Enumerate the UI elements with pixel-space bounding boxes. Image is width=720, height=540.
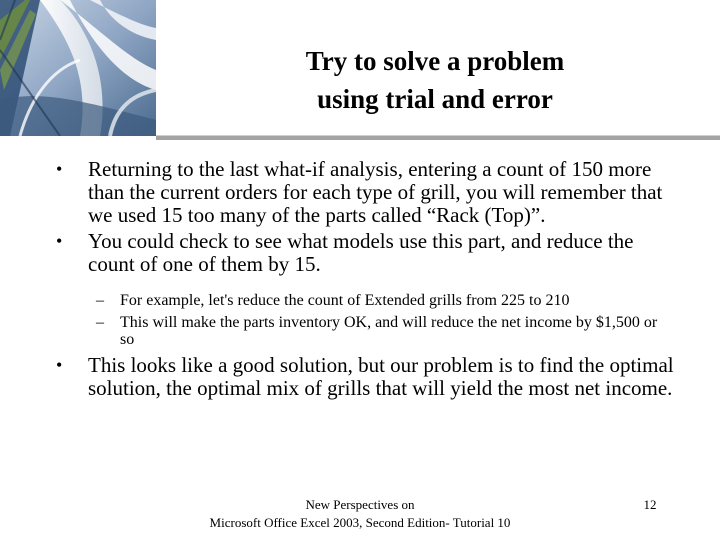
bullet-text: This looks like a good solution, but our problem is to find the optimal solution, the optimal mix of grills that will yield the most net income.	[88, 353, 674, 400]
sub-bullet-marker: –	[96, 292, 104, 309]
sub-bullet-item	[96, 292, 675, 309]
sub-bullet-marker: –	[96, 314, 104, 331]
bullet-item	[56, 230, 648, 276]
footer-line-2: Microsoft Office Excel 2003, Second Edition- Tutorial 10	[209, 515, 511, 530]
page-number: 12	[643, 497, 657, 512]
bullet-text: You could check to see what models use this part, and reduce the count of one of them by 15.	[88, 229, 634, 276]
footer-line-1: New Perspectives on	[305, 497, 415, 512]
architecture-photo	[0, 0, 156, 136]
bullet-marker: •	[56, 159, 63, 179]
sub-bullet-text: For example, let's reduce the count of Extended grills from 225 to 210	[120, 292, 570, 309]
slide-footer	[180, 496, 540, 532]
sub-bullet-text: This will make the parts inventory OK, and will reduce the net income by $1,500 or so	[120, 314, 658, 348]
slide-body	[56, 158, 676, 400]
bullet-item	[56, 354, 678, 400]
header-rule	[156, 136, 720, 140]
bullet-marker: •	[56, 231, 63, 251]
bullet-item	[56, 158, 678, 227]
bullet-text: Returning to the last what-if analysis, entering a count of 150 more than the current orders for each type of grill, you will remember that we used 15 too many of the parts called “Rack (Top)”.	[88, 157, 663, 227]
slide-title	[200, 42, 670, 118]
header-architecture-image	[0, 0, 156, 136]
slide-title-line-2: using trial and error	[317, 84, 553, 114]
sub-bullet-item	[96, 314, 675, 348]
bullet-marker: •	[56, 355, 63, 375]
slide-title-line-1: Try to solve a problem	[305, 46, 565, 76]
sub-bullet-list	[56, 292, 676, 348]
